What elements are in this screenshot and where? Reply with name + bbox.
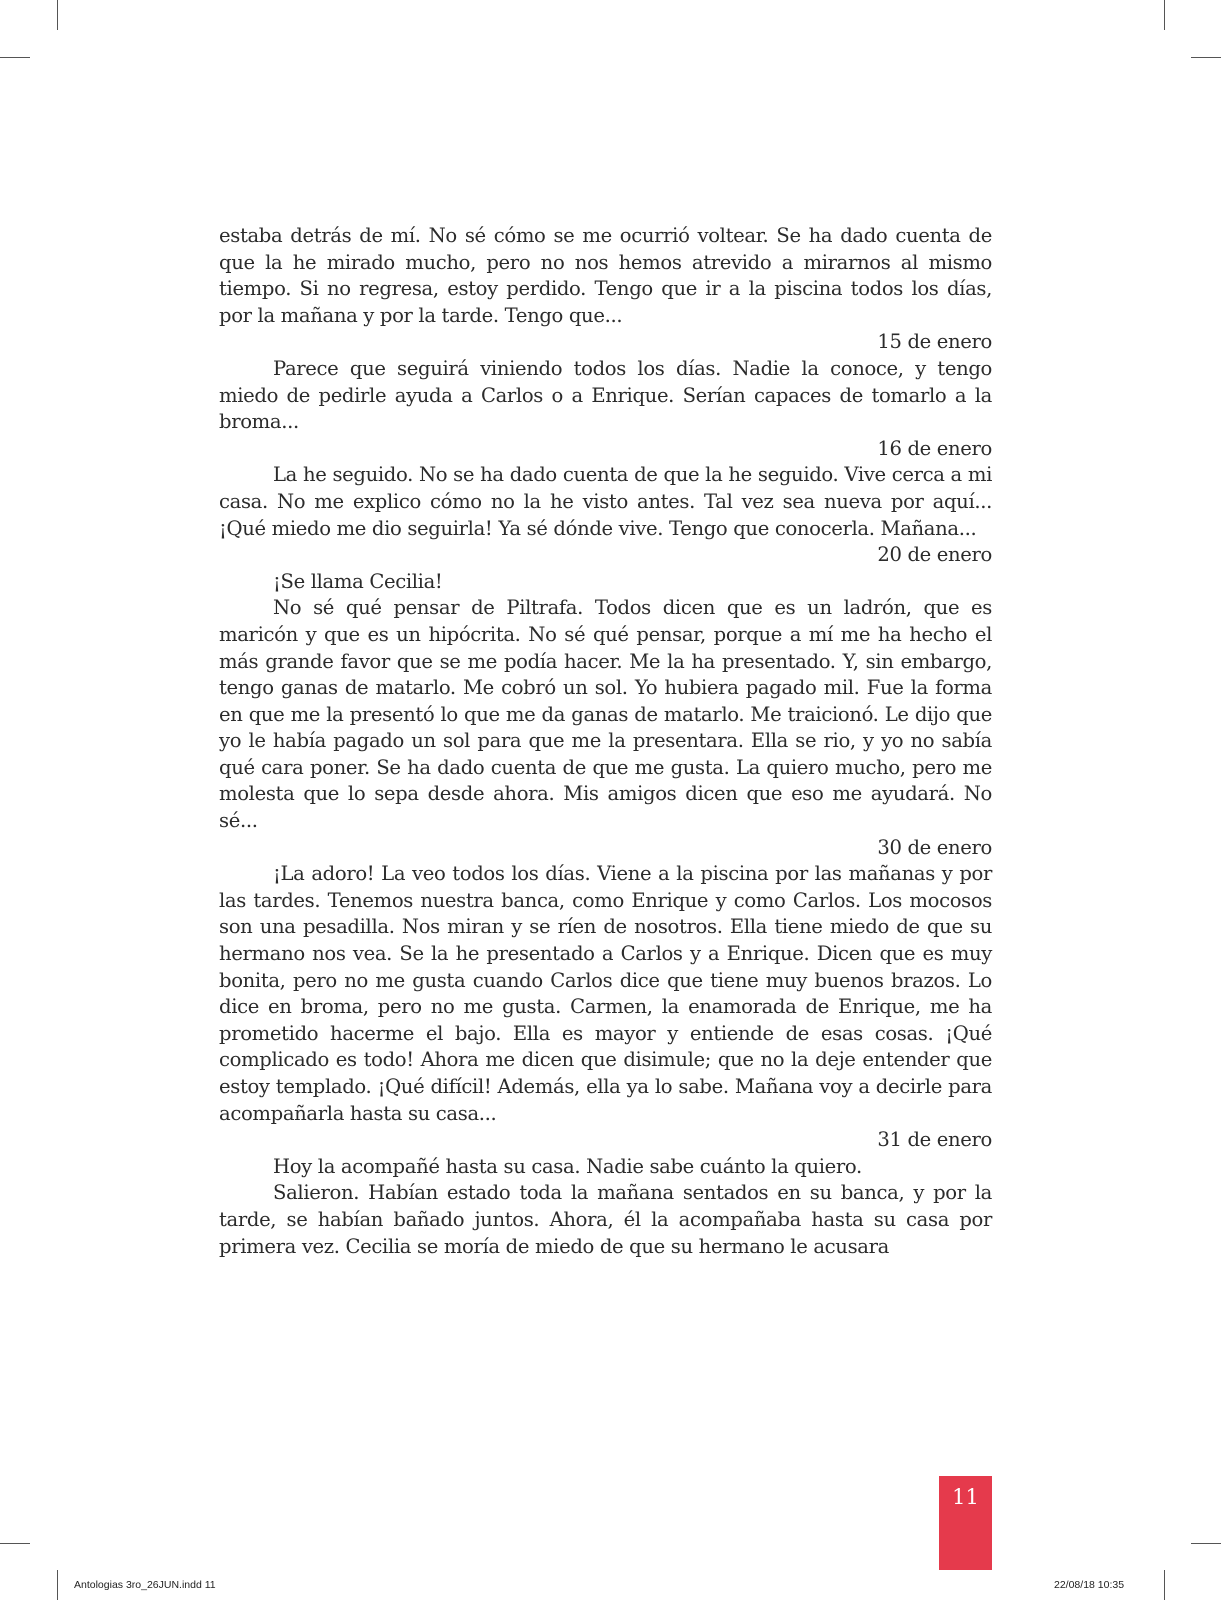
crop-mark [0,57,30,58]
page-number: 11 [952,1485,979,1509]
body-text [219,223,992,1260]
diary-date: 30 de enero [877,835,992,859]
crop-mark [1191,57,1221,58]
paragraph: Hoy la acompañé hasta su casa. Nadie sabe cuánto la quiero. [273,1154,862,1178]
crop-mark [1164,0,1165,30]
paragraph: La he seguido. No se ha dado cuenta de que la he seguido. Vive cerca a mi casa. No me explico cómo no la he visto antes. Tal vez sea nueva por aquí... ¡Qué miedo me dio seguirla! Ya sé dónde vive. Tengo que conocerla. Mañana... [219,463,992,540]
diary-date: 31 de enero [877,1128,992,1152]
paragraph: ¡La adoro! La veo todos los días. Viene a la piscina por las mañanas y por las tardes. Tenemos nuestra banca, como Enrique y como Carlos. Los mocosos son una pesadilla. Nos miran y se ríen de nosotros. Ella tiene miedo de que su hermano nos vea. Se la he presentado a Carlos y a Enrique. Dicen que es muy bonita, pero no me gusta cuando Carlos dice que tiene muy buenos brazos. Lo dice en broma, pero no me gusta. Carmen, la enamorada de Enrique, me ha prometido hacerme el bajo. Ella es mayor y entiende de esas cosas. ¡Qué complicado es todo! Ahora me dicen que disimule; que no la deje entender que estoy templado. ¡Qué difícil! Además, ella ya lo sabe. Mañana voy a decirle para acompañarla hasta su casa... [219,862,992,1125]
footer-file-slug: Antologias 3ro_26JUN.indd 11 [74,1579,216,1591]
diary-date: 16 de enero [877,436,992,460]
crop-mark [57,0,58,30]
crop-mark [57,1570,58,1600]
paragraph: Salieron. Habían estado toda la mañana sentados en su banca, y por la tarde, se habían bañado juntos. Ahora, él la acompañaba hasta su casa por primera vez. Cecilia se moría de miedo de que su hermano le acusara [219,1181,992,1258]
page-number-box [939,1476,992,1570]
paragraph: ¡Se llama Cecilia! [273,569,443,593]
crop-mark [0,1543,30,1544]
paragraph: No sé qué pensar de Piltrafa. Todos dicen que es un ladrón, que es maricón y que es un hipócrita. No sé qué pensar, porque a mí me ha hecho el más grande favor que se me podía hacer. Me la ha presentado. Y, sin embargo, tengo ganas de matarlo. Me cobró un sol. Yo hubiera pagado mil. Fue la forma en que me la presentó lo que me da ganas de matarlo. Me traicionó. Le dijo que yo le había pagado un sol para que me la presentara. Ella se rio, y yo no sabía qué cara poner. Se ha dado cuenta de que me gusta. La quiero mucho, pero me molesta que lo sepa desde ahora. Mis amigos dicen que eso me ayudará. No sé... [219,596,992,833]
paragraph: estaba detrás de mí. No sé cómo se me ocurrió voltear. Se ha dado cuenta de que la he mirado mucho, pero no nos hemos atrevido a mirarnos al mismo tiempo. Si no regresa, estoy perdido. Tengo que ir a la piscina todos los días, por la mañana y por la tarde. Tengo que... [219,224,992,327]
diary-date: 20 de enero [877,543,992,567]
footer-datetime-slug: 22/08/18 10:35 [1054,1579,1125,1591]
crop-mark [1191,1543,1221,1544]
paragraph: Parece que seguirá viniendo todos los días. Nadie la conoce, y tengo miedo de pedirle ayuda a Carlos o a Enrique. Serían capaces de tomarlo a la broma... [219,356,992,434]
diary-date: 15 de enero [877,330,992,354]
crop-mark [1164,1570,1165,1600]
